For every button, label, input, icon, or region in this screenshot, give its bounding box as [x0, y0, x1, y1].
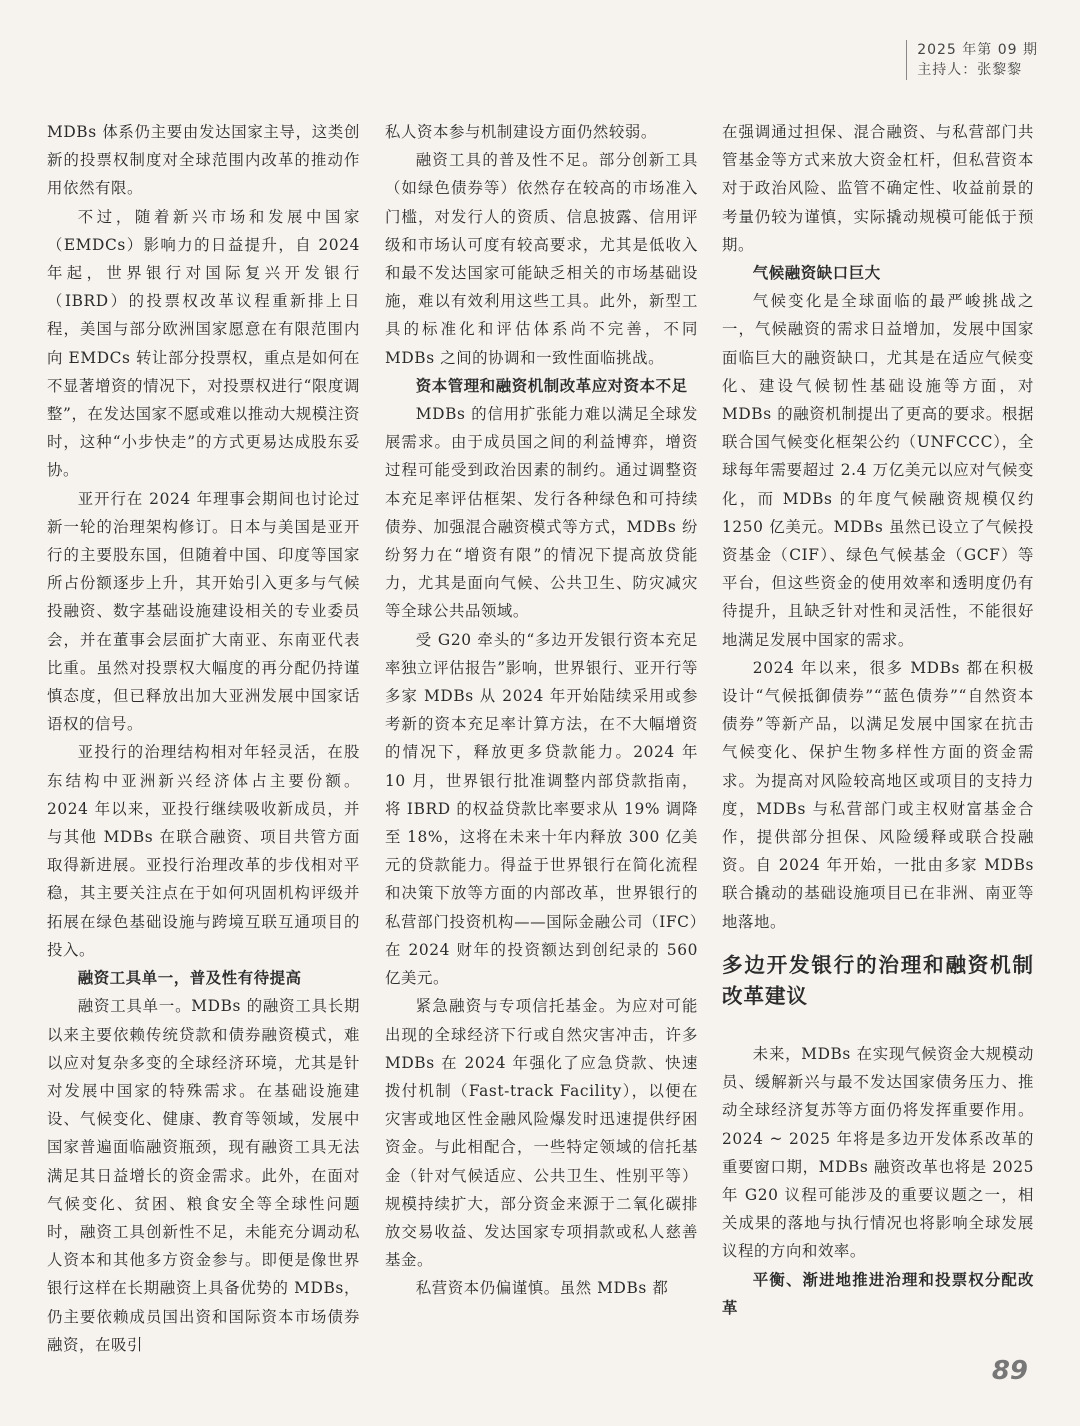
- paragraph: 2024 年以来，很多 MDBs 都在积极设计“气候抵御债券”“蓝色债券”“自然资本债券”等新产品，以满足发展中国家在抗击气候变化、保护生物多样性方面的资金需求。为提高对风险较高地区或项目的支持力度，MDBs 与私营部门或主权财富基金合作，提供部分担保、风险缓释或联合投融资。自 2024 年开始，一批由多家 MDBs 联合撬动的基础设施项目已在非洲、南亚等地落地。: [722, 658, 1034, 931]
- paragraph: MDBs 体系仍主要由发达国家主导，这类创新的投票权制度对全球范围内改革的推动作用依然有限。: [47, 123, 360, 198]
- page-number: 89: [991, 1356, 1028, 1386]
- section-heading: 多边开发银行的治理和融资机制改革建议: [722, 952, 1034, 1008]
- paragraph: MDBs 的信用扩张能力难以满足全球发展需求。由于成员国之间的利益博弈，增资过程可能受到政治因素的制约。通过调整资本充足率评估框架、发行各种绿色和可持续债券、加强混合融资模式等方式，MDBs 纷纷努力在“增资有限”的情况下提高放贷能力，尤其是面向气候、公共卫生、防灾减灾等全球公共品领域。: [385, 405, 698, 621]
- paragraph: 融资工具的普及性不足。部分创新工具（如绿色债券等）依然存在较高的市场准入门槛，对发行人的资质、信息披露、信用评级和市场认可度有较高要求，尤其是低收入和最不发达国家可能缺乏相关的市场基础设施，难以有效利用这些工具。此外，新型工具的标准化和评估体系尚不完善，不同 MDBs 之间的协调和一致性面临挑战。: [385, 151, 698, 367]
- issue-label: 2025 年第 09 期: [917, 42, 1038, 58]
- paragraph: 在强调通过担保、混合融资、与私营部门共管基金等方式来放大资金杠杆，但私营资本对于政治风险、监管不确定性、收益前景的考量仍较为谨慎，实际撬动规模可能低于预期。: [722, 123, 1034, 254]
- host-label: 主持人：张黎黎: [917, 62, 1023, 78]
- paragraph: 私营资本仍偏谨慎。虽然 MDBs 都: [415, 1279, 669, 1298]
- text-column-3: [722, 118, 1034, 1322]
- paragraph: 气候变化是全球面临的最严峻挑战之一，气候融资的需求日益增加，发展中国家面临巨大的融资缺口，尤其是在适应气候变化、建设气候韧性基础设施等方面，对 MDBs 的融资机制提出了更高的要求。根据联合国气候变化框架公约（UNFCCC），全球每年需要超过 2.4 万亿美元以应对气候变化，而 MDBs 的年度气候融资规模仅约 1250 亿美元。MDBs 虽然已设立了气候投资基金（CIF）、绿色气候基金（GCF）等平台，但这些资金的使用效率和透明度仍有待提升，且缺乏针对性和灵活性，不能很好地满足发展中国家的需求。: [722, 292, 1034, 649]
- paragraph: 未来，MDBs 在实现气候资金大规模动员、缓解新兴与最不发达国家债务压力、推动全球经济复苏等方面仍将发挥重要作用。2024 ~ 2025 年将是多边开发体系改革的重要窗口期，MDBs 融资改革也将是 2025 年 G20 议程可能涉及的重要议题之一，相关成果的落地与执行情况也将影响全球发展议程的方向和效率。: [722, 1044, 1034, 1261]
- paragraph: 亚开行在 2024 年理事会期间也讨论过新一轮的治理架构修订。日本与美国是亚开行的主要股东国，但随着中国、印度等国家所占份额逐步上升，其开始引入更多与气候投融资、数字基础设施建设相关的专业委员会，并在董事会层面扩大南亚、东南亚代表比重。虽然对投票权大幅度的再分配仍持谨慎态度，但已释放出加大亚洲发展中国家话语权的信号。: [47, 489, 360, 734]
- paragraph: 亚投行的治理结构相对年轻灵活，在股东结构中亚洲新兴经济体占主要份额。2024 年以来，亚投行继续吸收新成员，并与其他 MDBs 在联合融资、项目共管方面取得新进展。亚投行治理改革的步伐相对平稳，其主要关注点在于如何巩固机构评级并拓展在绿色基础设施与跨境互联互通项目的投入。: [47, 743, 360, 959]
- section-subheading: 气候融资缺口巨大: [752, 264, 881, 283]
- issue-header: [906, 40, 1038, 80]
- section-subheading: 资本管理和融资机制改革应对资本不足: [415, 376, 688, 395]
- paragraph: 紧急融资与专项信托基金。为应对可能出现的全球经济下行或自然灾害冲击，许多 MDBs 在 2024 年强化了应急贷款、快速拨付机制（Fast-track Facility），以便在灾害或地区性金融风险爆发时迅速提供纾困资金。与此相配合，一些特定领域的信托基金（针对气候适应、公共卫生、性别平等）规模持续扩大，部分资金来源于二氧化碳排放交易收益、发达国家专项捐款或私人慈善基金。: [385, 997, 698, 1270]
- paragraph: 不过，随着新兴市场和发展中国家（EMDCs）影响力的日益提升，自 2024 年起，世界银行对国际复兴开发银行（IBRD）的投票权改革议程重新排上日程，美国与部分欧洲国家愿意在有限范围内向 EMDCs 转让部分投票权，重点是如何在不显著增资的情况下，对投票权进行“限度调整”，在发达国家不愿或难以推动大规模注资时，这种“小步快走”的方式更易达成股东妥协。: [47, 207, 360, 480]
- text-column-1: [47, 118, 360, 1359]
- paragraph: 私人资本参与机制建设方面仍然较弱。: [385, 123, 657, 141]
- section-subheading: 平衡、渐进地推进治理和投票权分配改革: [722, 1270, 1034, 1317]
- paragraph: 受 G20 牵头的“多边开发银行资本充足率独立评估报告”影响，世界银行、亚开行等多家 MDBs 从 2024 年开始陆续采用或参考新的资本充足率计算方法，在不大幅增资的情况下，释放更多贷款能力。2024 年 10 月，世界银行批准调整内部贷款指南，将 IBRD 的权益贷款比率要求从 19% 调降至 18%，这将在未来十年内释放 300 亿美元的贷款能力。得益于世界银行在简化流程和决策下放等方面的内部改革，世界银行的私营部门投资机构——国际金融公司（IFC）在 2024 财年的投资额达到创纪录的 560 亿美元。: [385, 630, 698, 988]
- section-subheading: 融资工具单一，普及性有待提高: [77, 969, 302, 988]
- text-column-2: [385, 118, 698, 1303]
- paragraph: 融资工具单一。MDBs 的融资工具长期以来主要依赖传统贷款和债券融资模式，难以应对复杂多变的全球经济环境，尤其是针对发展中国家的特殊需求。在基础设施建设、气候变化、健康、教育等领域，发展中国家普遍面临融资瓶颈，现有融资工具无法满足其日益增长的资金需求。此外，在面对气候变化、贫困、粮食安全等全球性问题时，融资工具创新性不足，未能充分调动私人资本和其他多方资金参与。即便是像世界银行这样在长期融资上具备优势的 MDBs，仍主要依赖成员国出资和国际资本市场债券融资，在吸引: [47, 997, 360, 1354]
